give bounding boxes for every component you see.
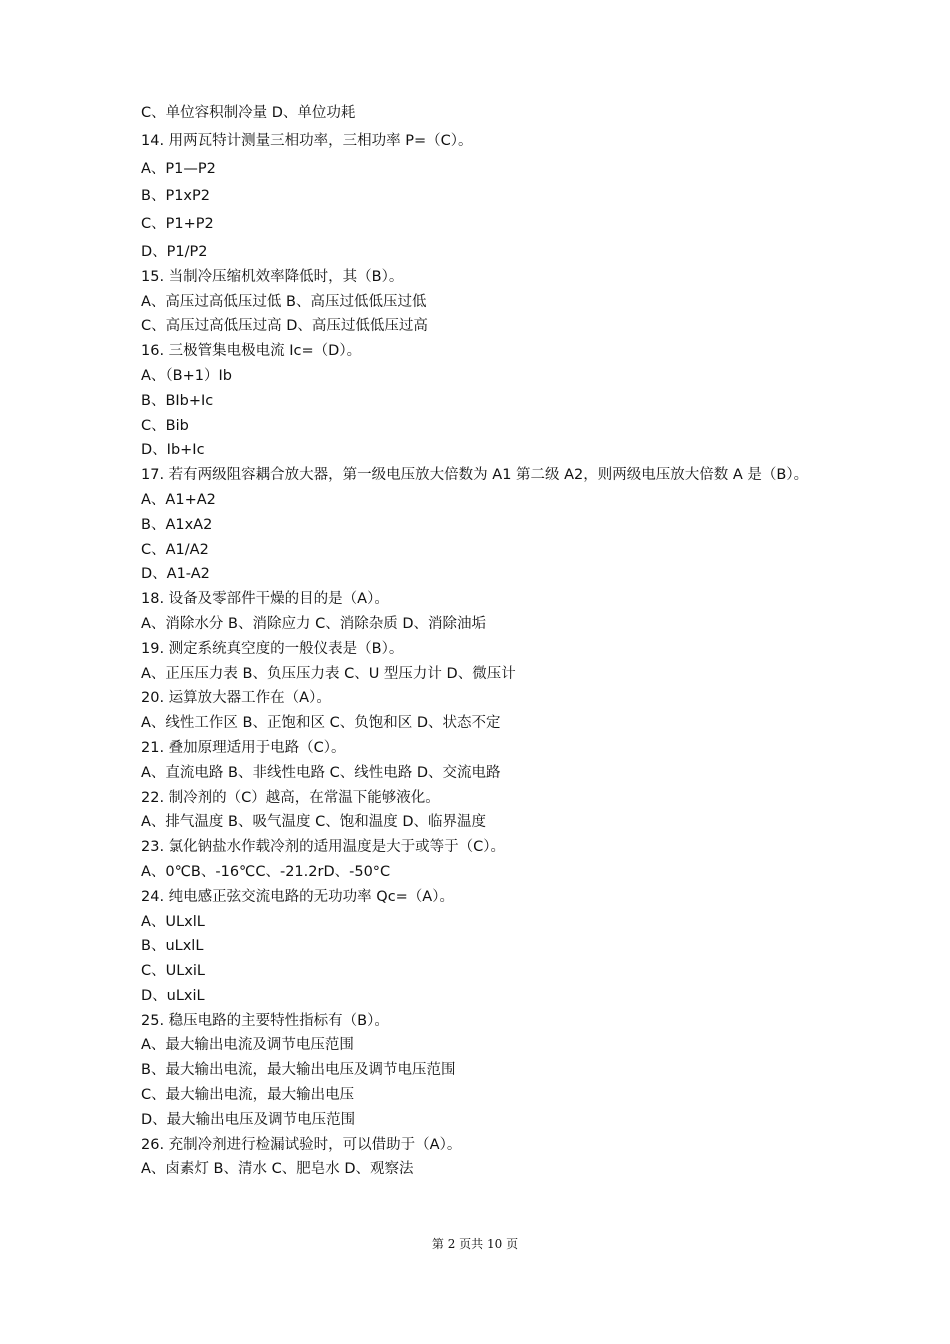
option-line: A、（B+1）Ib (141, 367, 232, 384)
option-line: A、正压压力表 B、负压压力表 C、U 型压力计 D、微压计 (141, 665, 516, 682)
option-line: B、A1xA2 (141, 516, 213, 533)
option-line: B、BIb+Ic (141, 392, 214, 409)
question-18: 18. 设备及零部件干燥的目的是（A）。 (141, 591, 389, 608)
option-line: C、A1/A2 (141, 541, 209, 558)
option-line: C、P1+P2 (141, 216, 214, 233)
question-25: 25. 稳压电路的主要特性指标有（B）。 (141, 1012, 389, 1029)
question-16: 16. 三极管集电极电流 Ic=（D）。 (141, 343, 362, 360)
question-24: 24. 纯电感正弦交流电路的无功功率 Qc=（A）。 (141, 888, 454, 905)
page-footer: 第 2 页共 10 页 (431, 1237, 519, 1251)
document-body (141, 101, 811, 1182)
text-line: C、单位容积制冷量 D、单位功耗 (141, 105, 356, 121)
option-line: B、P1xP2 (141, 188, 210, 205)
option-line: D、Ib+Ic (141, 442, 205, 459)
question-19: 19. 测定系统真空度的一般仪表是（B）。 (141, 640, 404, 657)
option-line: A、消除水分 B、消除应力 C、消除杂质 D、消除油垢 (141, 615, 486, 632)
option-line: A、ULxlL (141, 913, 205, 930)
option-line: A、卤素灯 B、清水 C、肥皂水 D、观察法 (141, 1161, 414, 1178)
option-line: D、A1-A2 (141, 566, 210, 583)
option-line: A、排气温度 B、吸气温度 C、饱和温度 D、临界温度 (141, 814, 486, 831)
option-line: D、P1/P2 (141, 243, 208, 260)
option-line: A、线性工作区 B、正饱和区 C、负饱和区 D、状态不定 (141, 715, 501, 732)
option-line: D、uLxiL (141, 987, 205, 1004)
option-line: D、最大输出电压及调节电压范围 (141, 1111, 356, 1128)
option-line: C、高压过高低压过高 D、高压过低低压过高 (141, 318, 428, 335)
option-line: C、ULxiL (141, 963, 206, 980)
question-23: 23. 氯化钠盐水作载冷剂的适用温度是大于或等于（C）。 (141, 839, 506, 856)
option-line: A、P1—P2 (141, 160, 216, 177)
question-26: 26. 充制冷剂进行检漏试验时，可以借助于（A）。 (141, 1136, 462, 1153)
question-14: 14. 用两瓦特计测量三相功率，三相功率 P=（C）。 (141, 132, 473, 149)
question-21: 21. 叠加原理适用于电路（C）。 (141, 739, 346, 756)
option-line: A、最大输出电流及调节电压范围 (141, 1037, 354, 1054)
question-15: 15. 当制冷压缩机效率降低时，其（B）。 (141, 268, 404, 285)
option-line: C、最大输出电流，最大输出电压 (141, 1087, 355, 1104)
option-line: A、A1+A2 (141, 491, 216, 508)
question-17: 17. 若有两级阻容耦合放大器，第一级电压放大倍数为 A1 第二级 A2，则两级电压放大倍数 A 是（B）。 (141, 467, 809, 484)
option-line: A、直流电路 B、非线性电路 C、线性电路 D、交流电路 (141, 764, 501, 781)
question-20: 20. 运算放大器工作在（A）。 (141, 690, 331, 707)
question-22: 22. 制冷剂的（C）越高，在常温下能够液化。 (141, 789, 440, 806)
option-line: C、Bib (141, 417, 189, 434)
option-line: A、高压过高低压过低 B、高压过低低压过低 (141, 293, 427, 310)
option-line: B、uLxlL (141, 938, 204, 955)
option-line: A、0℃B、-16℃C、-21.2rD、-50°C (141, 863, 391, 880)
option-line: B、最大输出电流，最大输出电压及调节电压范围 (141, 1062, 456, 1079)
